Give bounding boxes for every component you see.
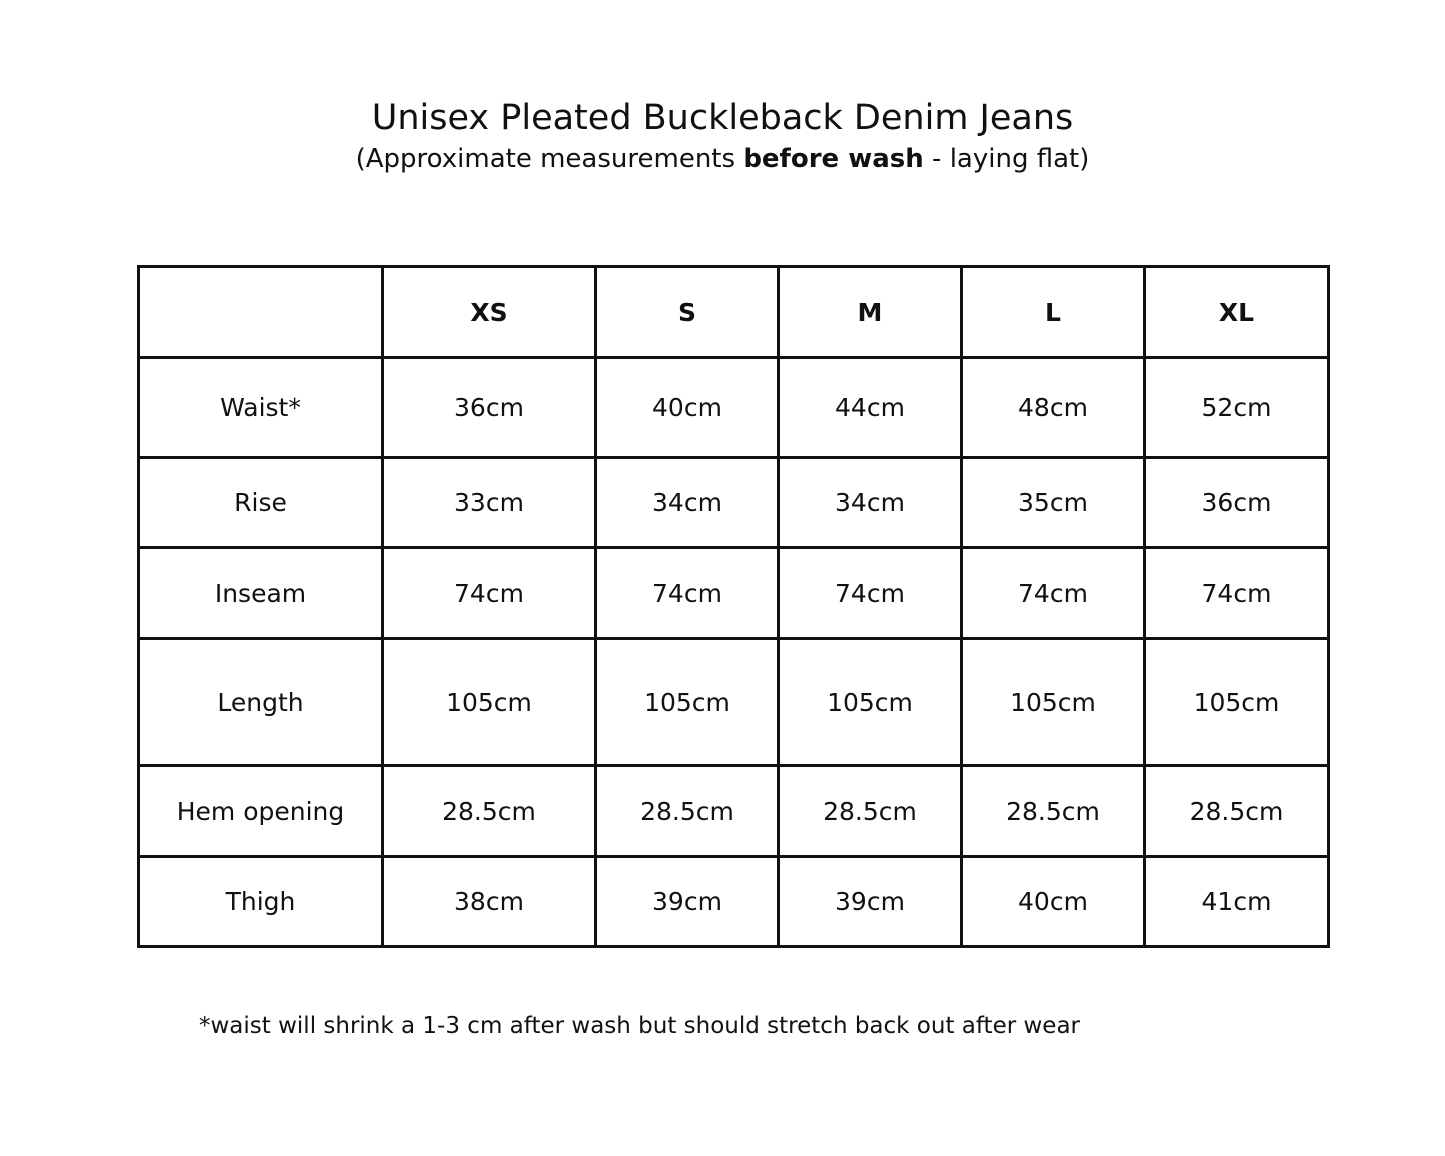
table-cell: 36cm	[383, 358, 596, 458]
row-label: Inseam	[139, 548, 383, 639]
table-cell: 35cm	[962, 458, 1145, 548]
table-cell: 74cm	[596, 548, 779, 639]
table-cell: 74cm	[1145, 548, 1329, 639]
footnote: *waist will shrink a 1-3 cm after wash but should stretch back out after wear	[199, 1013, 1081, 1039]
table-cell: 105cm	[1145, 639, 1329, 766]
table-cell: 38cm	[383, 857, 596, 947]
table-cell: 34cm	[779, 458, 962, 548]
table-row	[139, 857, 1329, 947]
table-cell: 44cm	[779, 358, 962, 458]
table-cell: 36cm	[1145, 458, 1329, 548]
row-label: Thigh	[139, 857, 383, 947]
table-row	[139, 458, 1329, 548]
table-cell: 48cm	[962, 358, 1145, 458]
size-header-s: S	[596, 267, 779, 358]
row-label: Length	[139, 639, 383, 766]
table-cell: 105cm	[596, 639, 779, 766]
page-subtitle	[0, 141, 1445, 177]
table-row	[139, 548, 1329, 639]
table-cell: 28.5cm	[779, 766, 962, 857]
table-cell: 39cm	[779, 857, 962, 947]
size-header-l: L	[962, 267, 1145, 358]
row-label: Waist*	[139, 358, 383, 458]
table-row	[139, 766, 1329, 857]
corner-cell	[139, 267, 383, 358]
table-cell: 41cm	[1145, 857, 1329, 947]
table-cell: 74cm	[779, 548, 962, 639]
table-cell: 33cm	[383, 458, 596, 548]
table-cell: 74cm	[383, 548, 596, 639]
table-cell: 40cm	[962, 857, 1145, 947]
table-cell: 105cm	[779, 639, 962, 766]
table-cell: 39cm	[596, 857, 779, 947]
row-label: Hem opening	[139, 766, 383, 857]
subtitle-prefix: (Approximate measurements	[355, 144, 744, 174]
table-cell: 28.5cm	[596, 766, 779, 857]
page-title: Unisex Pleated Buckleback Denim Jeans	[371, 98, 1074, 138]
table-row	[139, 358, 1329, 458]
table-row	[139, 639, 1329, 766]
table-cell: 28.5cm	[962, 766, 1145, 857]
row-label: Rise	[139, 458, 383, 548]
subtitle-suffix: - laying flat)	[923, 144, 1090, 174]
table-cell: 105cm	[383, 639, 596, 766]
header-row	[139, 267, 1329, 358]
table-cell: 28.5cm	[383, 766, 596, 857]
size-header-xs: XS	[383, 267, 596, 358]
size-header-m: M	[779, 267, 962, 358]
size-chart-table	[137, 265, 1330, 948]
subtitle-emphasis: before wash	[743, 144, 924, 174]
table-cell: 34cm	[596, 458, 779, 548]
size-header-xl: XL	[1145, 267, 1329, 358]
table-cell: 28.5cm	[1145, 766, 1329, 857]
table-cell: 74cm	[962, 548, 1145, 639]
table-cell: 52cm	[1145, 358, 1329, 458]
table-cell: 40cm	[596, 358, 779, 458]
table-cell: 105cm	[962, 639, 1145, 766]
